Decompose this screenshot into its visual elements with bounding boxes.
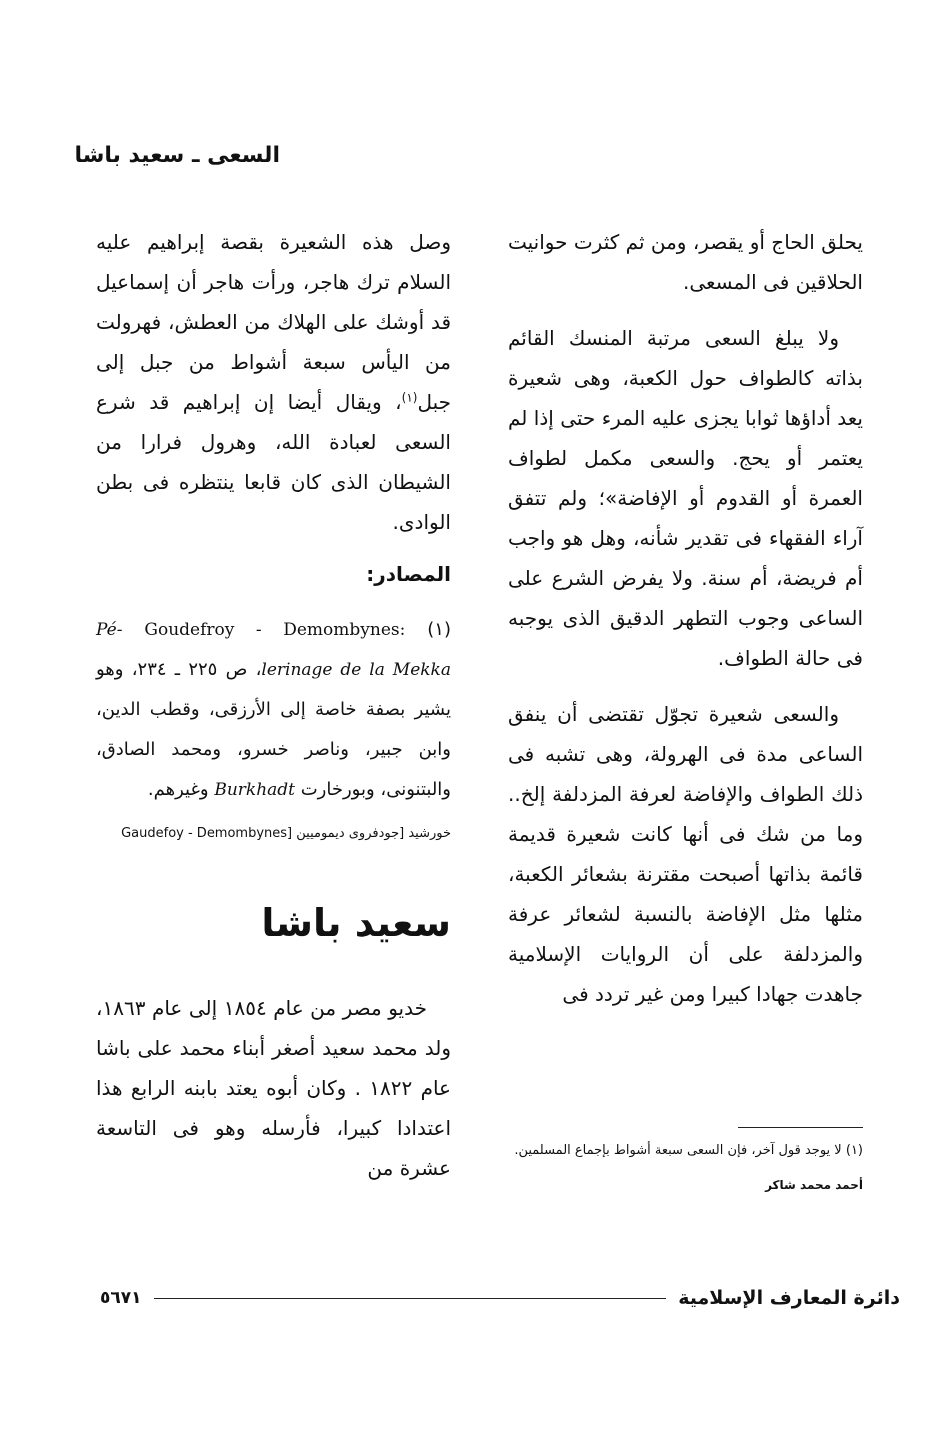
page-number: ٥٦٧١ [100, 1288, 142, 1308]
footnote-author: أحمد محمد شاكر [765, 1178, 863, 1192]
source-entry [96, 610, 451, 810]
source-burkhadt: Burkhadt [214, 780, 295, 800]
paragraph-text: وصل هذه الشعيرة بقصة إبراهيم عليه السلام ترك هاجر، ورأت هاجر أن إسماعيل قد أوشك على الهلاك من العطش، فهرولت من اليأس سبعة أشواط من جبل إلى جبل [96, 230, 451, 414]
source-title-part-2: lerinage de la Mekka [261, 660, 451, 680]
right-paragraph-3: والسعى شعيرة تجوّل تقتضى أن ينفق الساعى مدة فى الهرولة، وهى تشبه فى ذلك الطواف والإفاضة لعرفة المزدلفة إلخ.. وما من شك فى أنها كانت شعيرة قديمة قائمة بذاتها أصبحت مقترنة بشعائر الكعبة، مثلها مثل الإفاضة بالنسبة لشعائر عرفة والمزدلفة على أن الروايات الإسلامية جاهدت جهادا كبيرا ومن غير تردد فى [508, 702, 863, 1006]
page-footer [100, 1278, 900, 1318]
footer-divider [154, 1298, 667, 1299]
footnote-reference: (١) [401, 390, 418, 405]
footnote-divider [738, 1127, 863, 1128]
article-title: سعيد باشا [261, 901, 451, 945]
sources-heading: المصادر: [366, 562, 451, 586]
source-title-part-1: Pé- [96, 620, 123, 640]
source-number: (١) [427, 619, 451, 640]
author-latin: Gaudefoy - Demombynes] [121, 826, 293, 841]
left-paragraph-1 [96, 222, 451, 542]
source-description: وهو يشير بصفة خاصة إلى الأرزقى، وقطب الدين، وابن جبير، وناصر خسرو، ومحمد الصادق، والبتنونى، وبورخارت [96, 659, 451, 800]
right-paragraph-2: ولا يبلغ السعى مرتبة المنسك القائم بذاته كالطواف حول الكعبة، وهى شعيرة يعد أداؤها ثوابا يجزى عليه المرء حتى إذا لم يعتمر أو يحج. والسعى مكمل لطواف العمرة أو القدوم أو الإفاضة»؛ ولم تتفق آراء الفقهاء فى تقدير شأنه، وهل هو واجب أم فريضة، أم سنة. ولا يفرض الشرع على الساعى وجوب التطهر الدقيق الذى يوجبه فى حالة الطواف. [508, 326, 863, 670]
author-arabic: خورشيد [جودفروى ديموميين [296, 826, 451, 841]
article-paragraph-1: خديو مصر من عام ١٨٥٤ إلى عام ١٨٦٣، ولد محمد سعيد أصغر أبناء محمد على باشا عام ١٨٢٢ . وكان أبوه يعتد بابنه الرابع هذا اعتدادا كبيرا، فأرسله وهو فى التاسعة عشرة من [96, 996, 451, 1180]
source-author: Goudefroy - Demombynes: [144, 620, 406, 640]
article-author [96, 824, 451, 844]
footnote-text: (١) لا يوجد قول آخر، فإن السعى سبعة أشواط بإجماع المسلمين. [514, 1143, 863, 1158]
left-column [96, 222, 451, 1188]
footnote [508, 1140, 863, 1196]
footer-title: دائرة المعارف الإسلامية [678, 1287, 900, 1309]
running-head: السعى ـ سعيد باشا [74, 143, 280, 168]
right-column [508, 222, 863, 1014]
paragraph-text-continued: ، ويقال أيضا إن إبراهيم قد شرع السعى لعبادة الله، وهرول فرارا من الشيطان الذى كان قابعا ينتظره فى بطن الوادى. [96, 390, 451, 534]
source-pages: ، ص ٢٢٥ ـ ٢٣٤، [131, 659, 262, 680]
source-description-end: وغيرهم. [147, 779, 209, 800]
right-paragraph-1: يحلق الحاج أو يقصر، ومن ثم كثرت حوانيت الحلاقين فى المسعى. [508, 230, 863, 294]
